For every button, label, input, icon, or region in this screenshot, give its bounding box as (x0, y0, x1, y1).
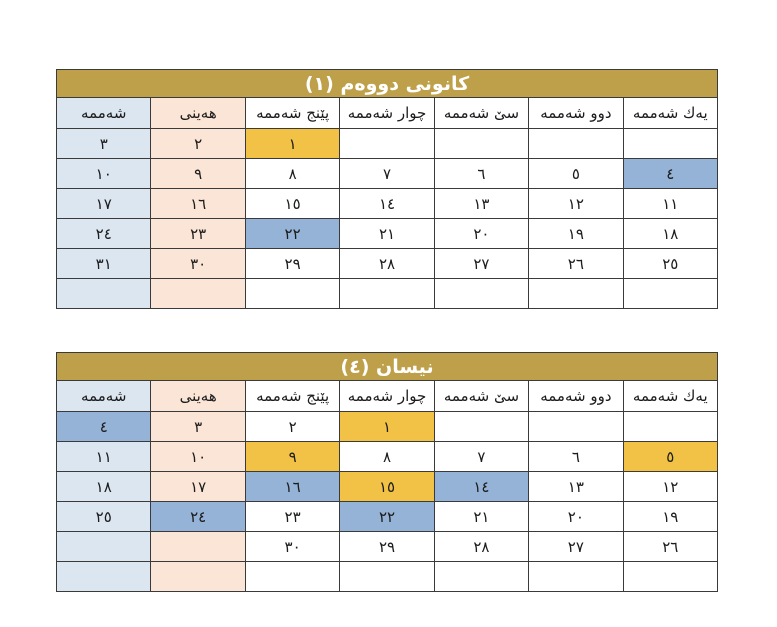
day-cell (340, 279, 434, 309)
day-cell: ١١ (623, 189, 717, 219)
week-row (57, 562, 718, 592)
day-cell (434, 129, 528, 159)
day-cell: ٨ (245, 159, 339, 189)
week-row (57, 412, 718, 442)
day-cell: ٢١ (340, 219, 434, 249)
day-cell (434, 562, 528, 592)
weekday-header-sunday: یەك شەممە (623, 381, 717, 412)
week-row (57, 472, 718, 502)
day-cell (245, 279, 339, 309)
week-row (57, 279, 718, 309)
weekday-header-sunday: یەك شەممە (623, 98, 717, 129)
day-cell: ٨ (340, 442, 434, 472)
day-cell: ١ (245, 129, 339, 159)
week-row (57, 189, 718, 219)
day-cell: ٥ (623, 442, 717, 472)
weekday-header-tuesday: سێ شەممە (434, 98, 528, 129)
calendar-title: نیسان (٤) (57, 353, 718, 381)
day-cell: ١ (340, 412, 434, 442)
day-cell: ٢٧ (434, 249, 528, 279)
day-cell: ٧ (434, 442, 528, 472)
weekday-header-thursday: پێنج شەممە (245, 98, 339, 129)
day-cell: ١٧ (57, 189, 151, 219)
day-cell: ٢٣ (151, 219, 245, 249)
week-row (57, 532, 718, 562)
day-cell: ٣ (151, 412, 245, 442)
day-cell (529, 279, 623, 309)
day-cell: ٢٩ (340, 532, 434, 562)
day-cell (340, 129, 434, 159)
day-cell: ١٩ (529, 219, 623, 249)
week-row (57, 442, 718, 472)
day-cell (434, 412, 528, 442)
day-cell: ٤ (57, 412, 151, 442)
day-cell: ٢٠ (529, 502, 623, 532)
day-cell: ١٨ (623, 219, 717, 249)
day-cell: ٢ (151, 129, 245, 159)
weekday-header-monday: دوو شەممە (529, 98, 623, 129)
calendar-title: كانونی دووەم (١) (57, 70, 718, 98)
day-cell: ٣٠ (245, 532, 339, 562)
day-cell: ١٢ (623, 472, 717, 502)
day-cell (151, 562, 245, 592)
day-cell: ٢٥ (57, 502, 151, 532)
day-cell (623, 129, 717, 159)
day-cell: ١٨ (57, 472, 151, 502)
day-cell: ١٦ (151, 189, 245, 219)
day-cell: ٣ (57, 129, 151, 159)
week-row (57, 219, 718, 249)
day-cell (57, 532, 151, 562)
day-cell: ١٤ (434, 472, 528, 502)
day-cell: ٩ (151, 159, 245, 189)
week-row (57, 159, 718, 189)
day-cell: ١٣ (434, 189, 528, 219)
day-cell (623, 562, 717, 592)
day-cell: ١٠ (57, 159, 151, 189)
day-cell (340, 562, 434, 592)
day-cell: ٦ (434, 159, 528, 189)
day-cell: ٢٤ (57, 219, 151, 249)
day-cell: ١٩ (623, 502, 717, 532)
day-cell (529, 129, 623, 159)
day-cell: ٧ (340, 159, 434, 189)
day-cell (151, 532, 245, 562)
weekday-header-wednesday: چوار شەممە (340, 381, 434, 412)
day-cell: ٢٢ (245, 219, 339, 249)
day-cell: ٢٣ (245, 502, 339, 532)
weekday-header-friday: هەینی (151, 381, 245, 412)
day-cell: ٢٦ (623, 532, 717, 562)
day-cell: ١٥ (340, 472, 434, 502)
day-cell: ١٥ (245, 189, 339, 219)
day-cell: ٢٦ (529, 249, 623, 279)
weekday-header-wednesday: چوار شەممە (340, 98, 434, 129)
calendar-april (56, 352, 718, 592)
calendar-january (56, 69, 718, 309)
day-cell: ١١ (57, 442, 151, 472)
day-cell: ٢٥ (623, 249, 717, 279)
day-cell: ٢٨ (340, 249, 434, 279)
day-cell (623, 279, 717, 309)
weekday-header-friday: هەینی (151, 98, 245, 129)
day-cell: ٦ (529, 442, 623, 472)
day-cell: ٢٨ (434, 532, 528, 562)
day-cell (623, 412, 717, 442)
day-cell: ١٧ (151, 472, 245, 502)
day-cell: ٢٢ (340, 502, 434, 532)
day-cell: ٥ (529, 159, 623, 189)
day-cell (151, 279, 245, 309)
week-row (57, 249, 718, 279)
day-cell: ١٠ (151, 442, 245, 472)
day-cell (245, 562, 339, 592)
day-cell: ١٤ (340, 189, 434, 219)
day-cell (434, 279, 528, 309)
day-cell: ٢١ (434, 502, 528, 532)
day-cell: ٢ (245, 412, 339, 442)
day-cell: ٢٩ (245, 249, 339, 279)
day-cell: ٣٠ (151, 249, 245, 279)
day-cell: ٩ (245, 442, 339, 472)
weekday-header-saturday: شەممە (57, 381, 151, 412)
week-row (57, 502, 718, 532)
weekday-header-monday: دوو شەممە (529, 381, 623, 412)
day-cell: ١٣ (529, 472, 623, 502)
day-cell: ٢٧ (529, 532, 623, 562)
day-cell: ٤ (623, 159, 717, 189)
day-cell: ٢٠ (434, 219, 528, 249)
day-cell (57, 279, 151, 309)
day-cell (529, 562, 623, 592)
day-cell: ١٦ (245, 472, 339, 502)
day-cell: ٢٤ (151, 502, 245, 532)
weekday-header-tuesday: سێ شەممە (434, 381, 528, 412)
day-cell: ٣١ (57, 249, 151, 279)
day-cell (529, 412, 623, 442)
week-row (57, 129, 718, 159)
weekday-header-saturday: شەممە (57, 98, 151, 129)
weekday-header-thursday: پێنج شەممە (245, 381, 339, 412)
day-cell (57, 562, 151, 592)
day-cell: ١٢ (529, 189, 623, 219)
